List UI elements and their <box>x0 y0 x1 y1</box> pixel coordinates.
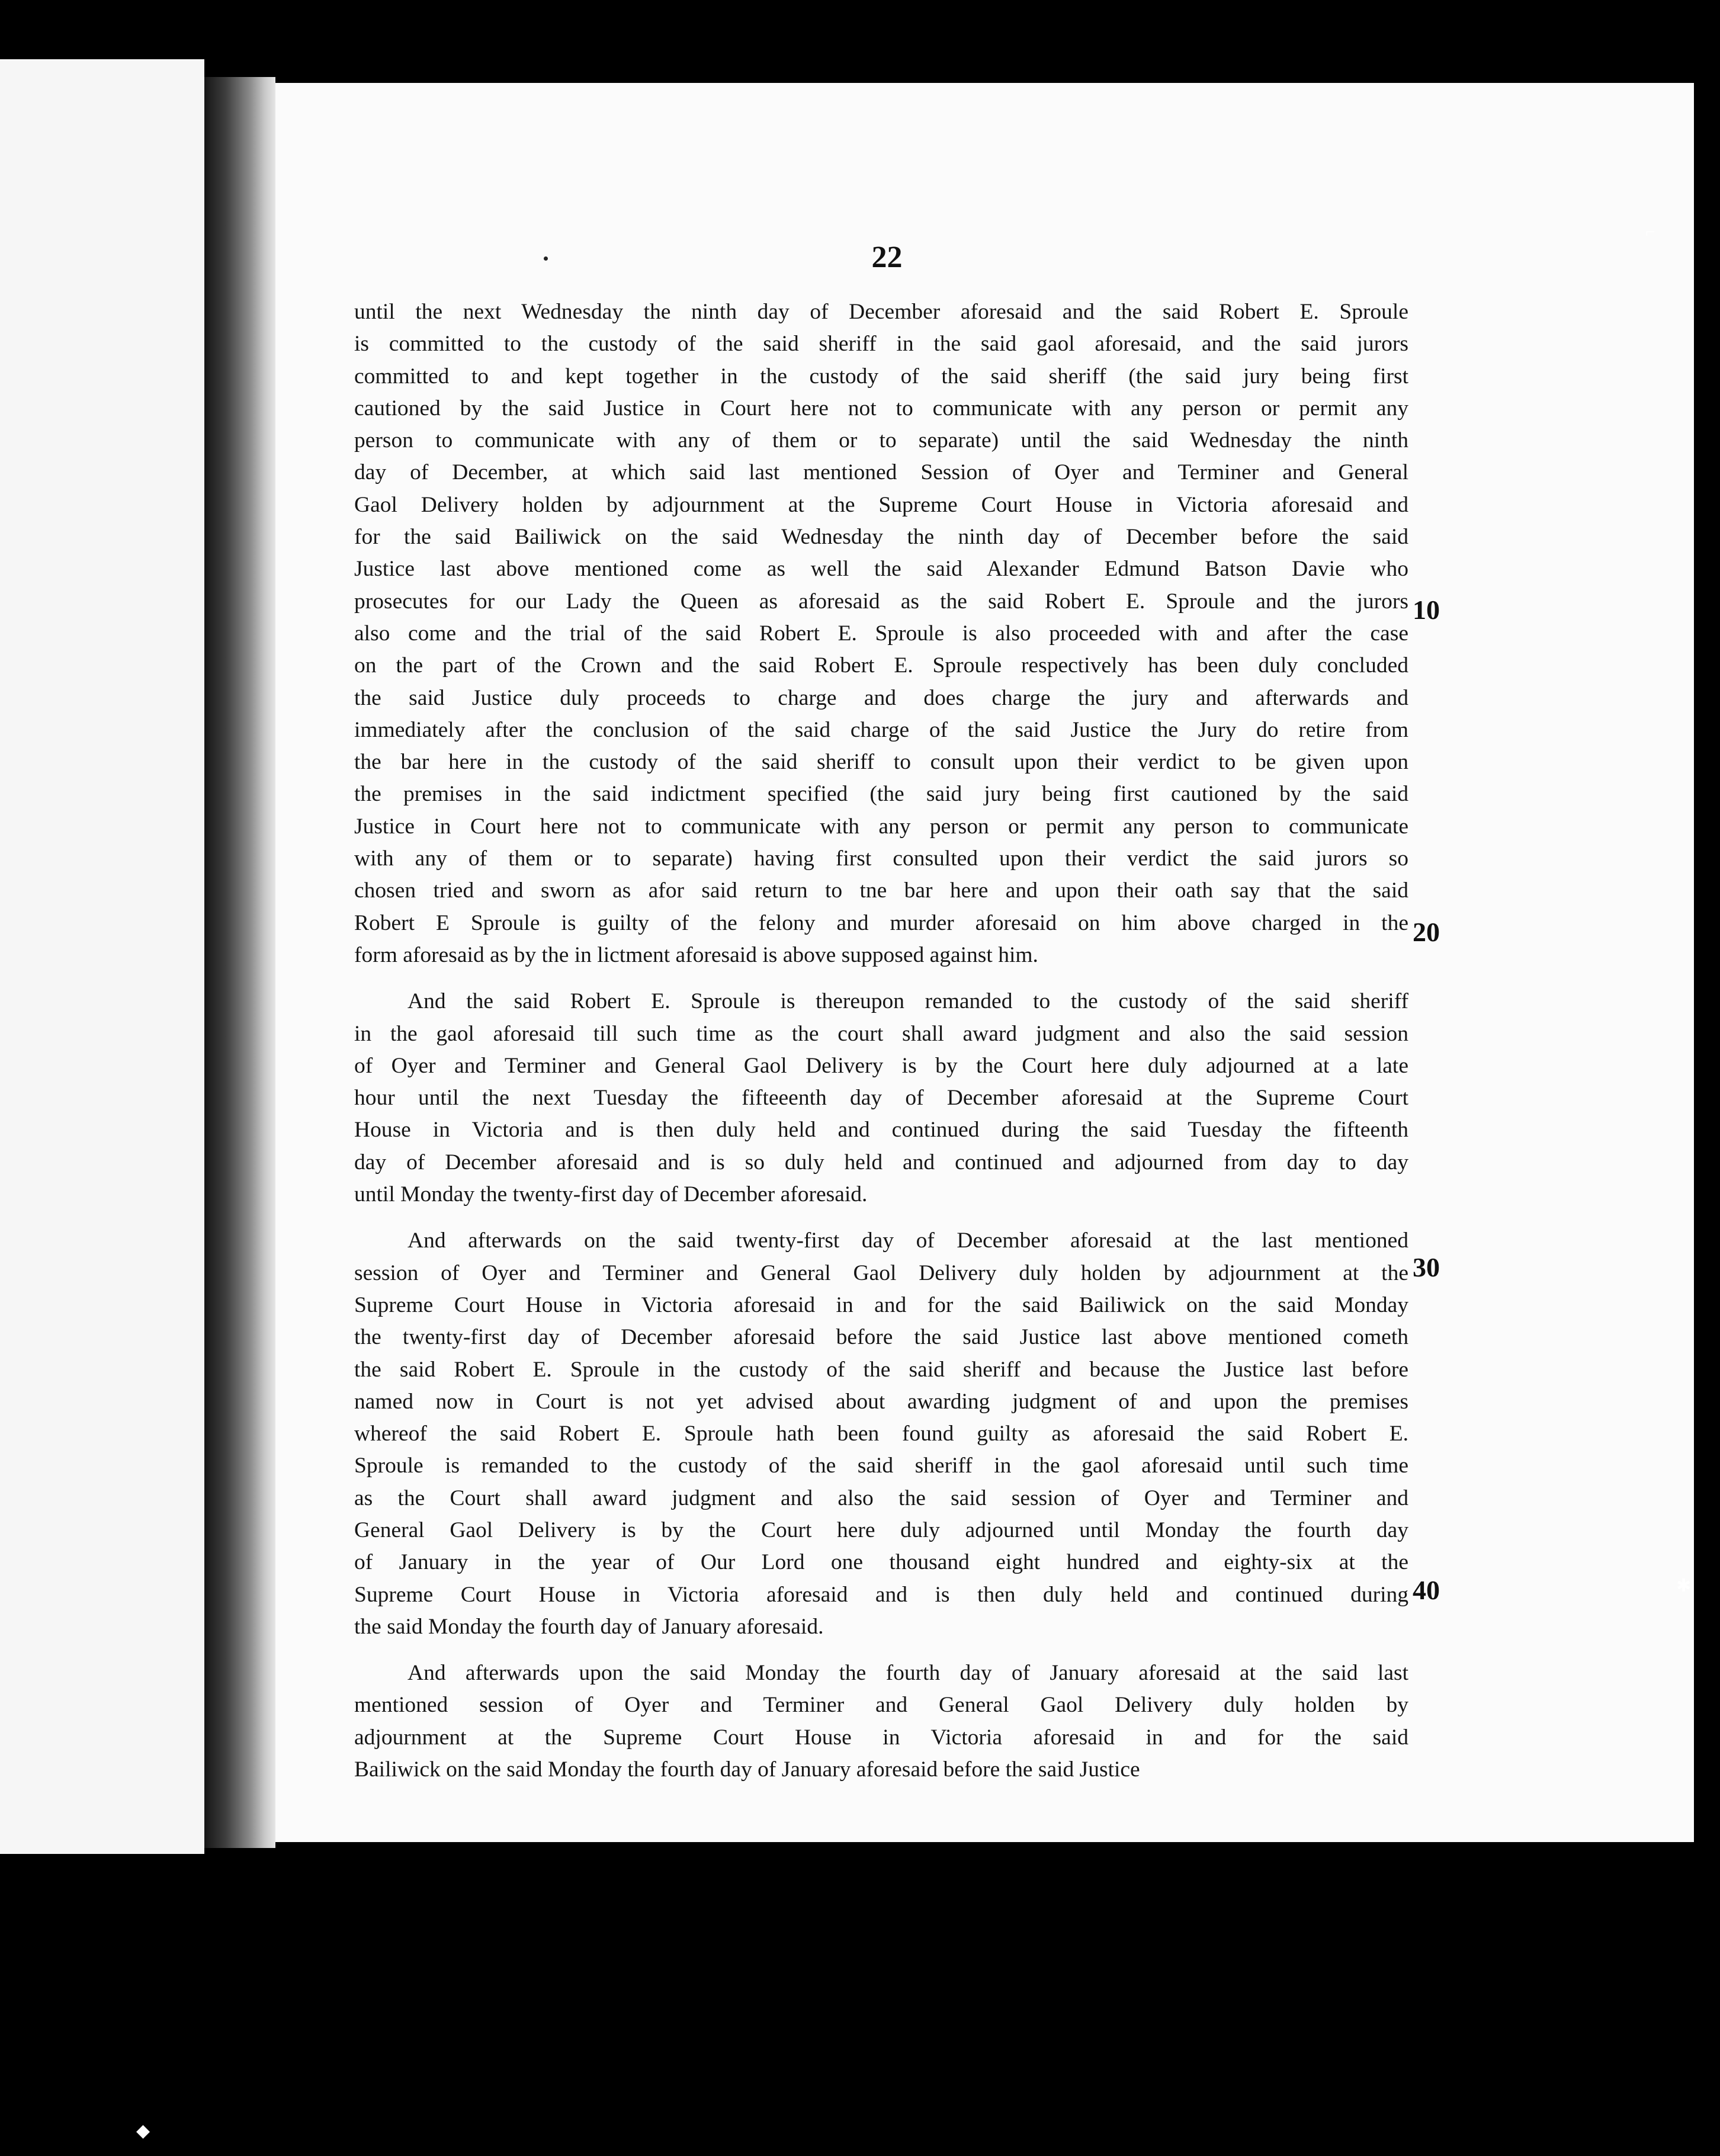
text-line: the said Monday the fourth day of January aforesaid. <box>354 1614 824 1639</box>
line-number-40: 40 <box>1413 1575 1440 1605</box>
scan-mark-top-right: ⌐ <box>1645 222 1655 242</box>
ink-speck <box>544 256 548 261</box>
scan-mark-bottom-left: ◆ <box>136 2121 150 2141</box>
text-line: the twenty-first day of December aforesaid before the said Justice last above mentioned cometh <box>354 1325 1408 1350</box>
text-line: the bar here in the custody of the said sheriff to consult upon their verdict to be given upon <box>354 750 1408 775</box>
text-line: person to communicate with any of them or to separate) until the said Wednesday the ninth <box>354 428 1408 453</box>
text-line: Gaol Delivery holden by adjournment at the Supreme Court House in Victoria aforesaid and <box>354 492 1408 517</box>
text-line: for the said Bailiwick on the said Wednesday the ninth day of December before the said <box>354 525 1408 550</box>
text-line: in the gaol aforesaid till such time as the court shall award judgment and also the said session <box>354 1021 1408 1046</box>
text-line: named now in Court is not yet advised about awarding judgment of and upon the premises <box>354 1389 1408 1414</box>
text-line: on the part of the Crown and the said Robert E. Sproule respectively has been duly concluded <box>354 653 1408 678</box>
text-line: committed to and kept together in the custody of the said sheriff (the said jury being first <box>354 364 1408 389</box>
paragraph-gap <box>354 1211 1408 1225</box>
line-number-10: 10 <box>1413 595 1440 625</box>
text-line: is committed to the custody of the said sheriff in the said gaol aforesaid, and the said jurors <box>354 332 1408 357</box>
text-line: also come and the trial of the said Robert E. Sproule is also proceeded with and after the case <box>354 621 1408 646</box>
text-line: session of Oyer and Terminer and General Gaol Delivery duly holden by adjournment at the <box>354 1260 1408 1285</box>
scan-mark-right: ✱ <box>1676 1576 1692 1596</box>
text-line: with any of them or to separate) having first consulted upon their verdict the said jurors so <box>354 846 1408 871</box>
text-line: until the next Wednesday the ninth day of December aforesaid and the said Robert E. Sproule <box>354 300 1408 324</box>
text-line: whereof the said Robert E. Sproule hath been found guilty as aforesaid the said Robert E. <box>354 1422 1408 1446</box>
text-line: day of December, at which said last mentioned Session of Oyer and Terminer and General <box>354 460 1408 485</box>
text-line: as the Court shall award judgment and also the said session of Oyer and Terminer and <box>354 1486 1408 1510</box>
text-line: And the said Robert E. Sproule is thereupon remanded to the custody of the said sheriff <box>407 989 1408 1014</box>
paragraph-gap <box>354 1643 1408 1657</box>
line-number-30: 30 <box>1413 1252 1440 1282</box>
line-number-20: 20 <box>1413 917 1440 947</box>
text-line: day of December aforesaid and is so duly held and continued and adjourned from day to day <box>354 1150 1408 1175</box>
text-line: hour until the next Tuesday the fifteeenth day of December aforesaid at the Supreme Court <box>354 1086 1408 1111</box>
text-line: of January in the year of Our Lord one thousand eight hundred and eighty-six at the <box>354 1550 1408 1575</box>
facing-page-edge <box>0 59 204 1854</box>
text-line: cautioned by the said Justice in Court here not to communicate with any person or permit any <box>354 396 1408 421</box>
text-line: House in Victoria and is then duly held and continued during the said Tuesday the fifteenth <box>354 1118 1408 1143</box>
text-line: And afterwards upon the said Monday the fourth day of January aforesaid at the said last <box>407 1661 1408 1686</box>
text-line: until Monday the twenty-first day of December aforesaid. <box>354 1182 868 1207</box>
text-line: the premises in the said indictment specified (the said jury being first cautioned by the said <box>354 782 1408 807</box>
text-line: Sproule is remanded to the custody of the said sheriff in the gaol aforesaid until such time <box>354 1454 1408 1478</box>
paragraph-gap <box>354 971 1408 986</box>
text-line: chosen tried and sworn as afor said return to tne bar here and upon their oath say that the said <box>354 878 1408 903</box>
text-line: of Oyer and Terminer and General Gaol Delivery is by the Court here duly adjourned at a late <box>354 1053 1408 1078</box>
page-number: 22 <box>871 240 903 274</box>
text-line: mentioned session of Oyer and Terminer and General Gaol Delivery duly holden by <box>354 1693 1408 1718</box>
text-line: Bailiwick on the said Monday the fourth day of January aforesaid before the said Justice <box>354 1757 1140 1782</box>
text-line: prosecutes for our Lady the Queen as aforesaid as the said Robert E. Sproule and the jurors <box>354 589 1408 614</box>
text-line: the said Robert E. Sproule in the custody of the said sheriff and because the Justice last before <box>354 1357 1408 1382</box>
text-line: And afterwards on the said twenty-first day of December aforesaid at the last mentioned <box>407 1228 1408 1253</box>
binding-gutter <box>204 77 275 1848</box>
text-line: the said Justice duly proceeds to charge and does charge the jury and afterwards and <box>354 685 1408 710</box>
text-line: Supreme Court House in Victoria aforesaid and is then duly held and continued during <box>354 1582 1408 1607</box>
text-line: Supreme Court House in Victoria aforesaid in and for the said Bailiwick on the said Monday <box>354 1292 1408 1317</box>
text-line: form aforesaid as by the in lictment aforesaid is above supposed against him. <box>354 942 1038 967</box>
text-line: General Gaol Delivery is by the Court here duly adjourned until Monday the fourth day <box>354 1517 1408 1542</box>
text-line: adjournment at the Supreme Court House in Victoria aforesaid in and for the said <box>354 1725 1408 1750</box>
text-line: immediately after the conclusion of the said charge of the said Justice the Jury do retire from <box>354 717 1408 742</box>
text-line: Justice in Court here not to communicate with any person or permit any person to communicate <box>354 814 1408 839</box>
body-text <box>354 296 1408 1786</box>
text-line: Justice last above mentioned come as well the said Alexander Edmund Batson Davie who <box>354 557 1408 582</box>
text-line: Robert E Sproule is guilty of the felony and murder aforesaid on him above charged in the <box>354 910 1408 935</box>
